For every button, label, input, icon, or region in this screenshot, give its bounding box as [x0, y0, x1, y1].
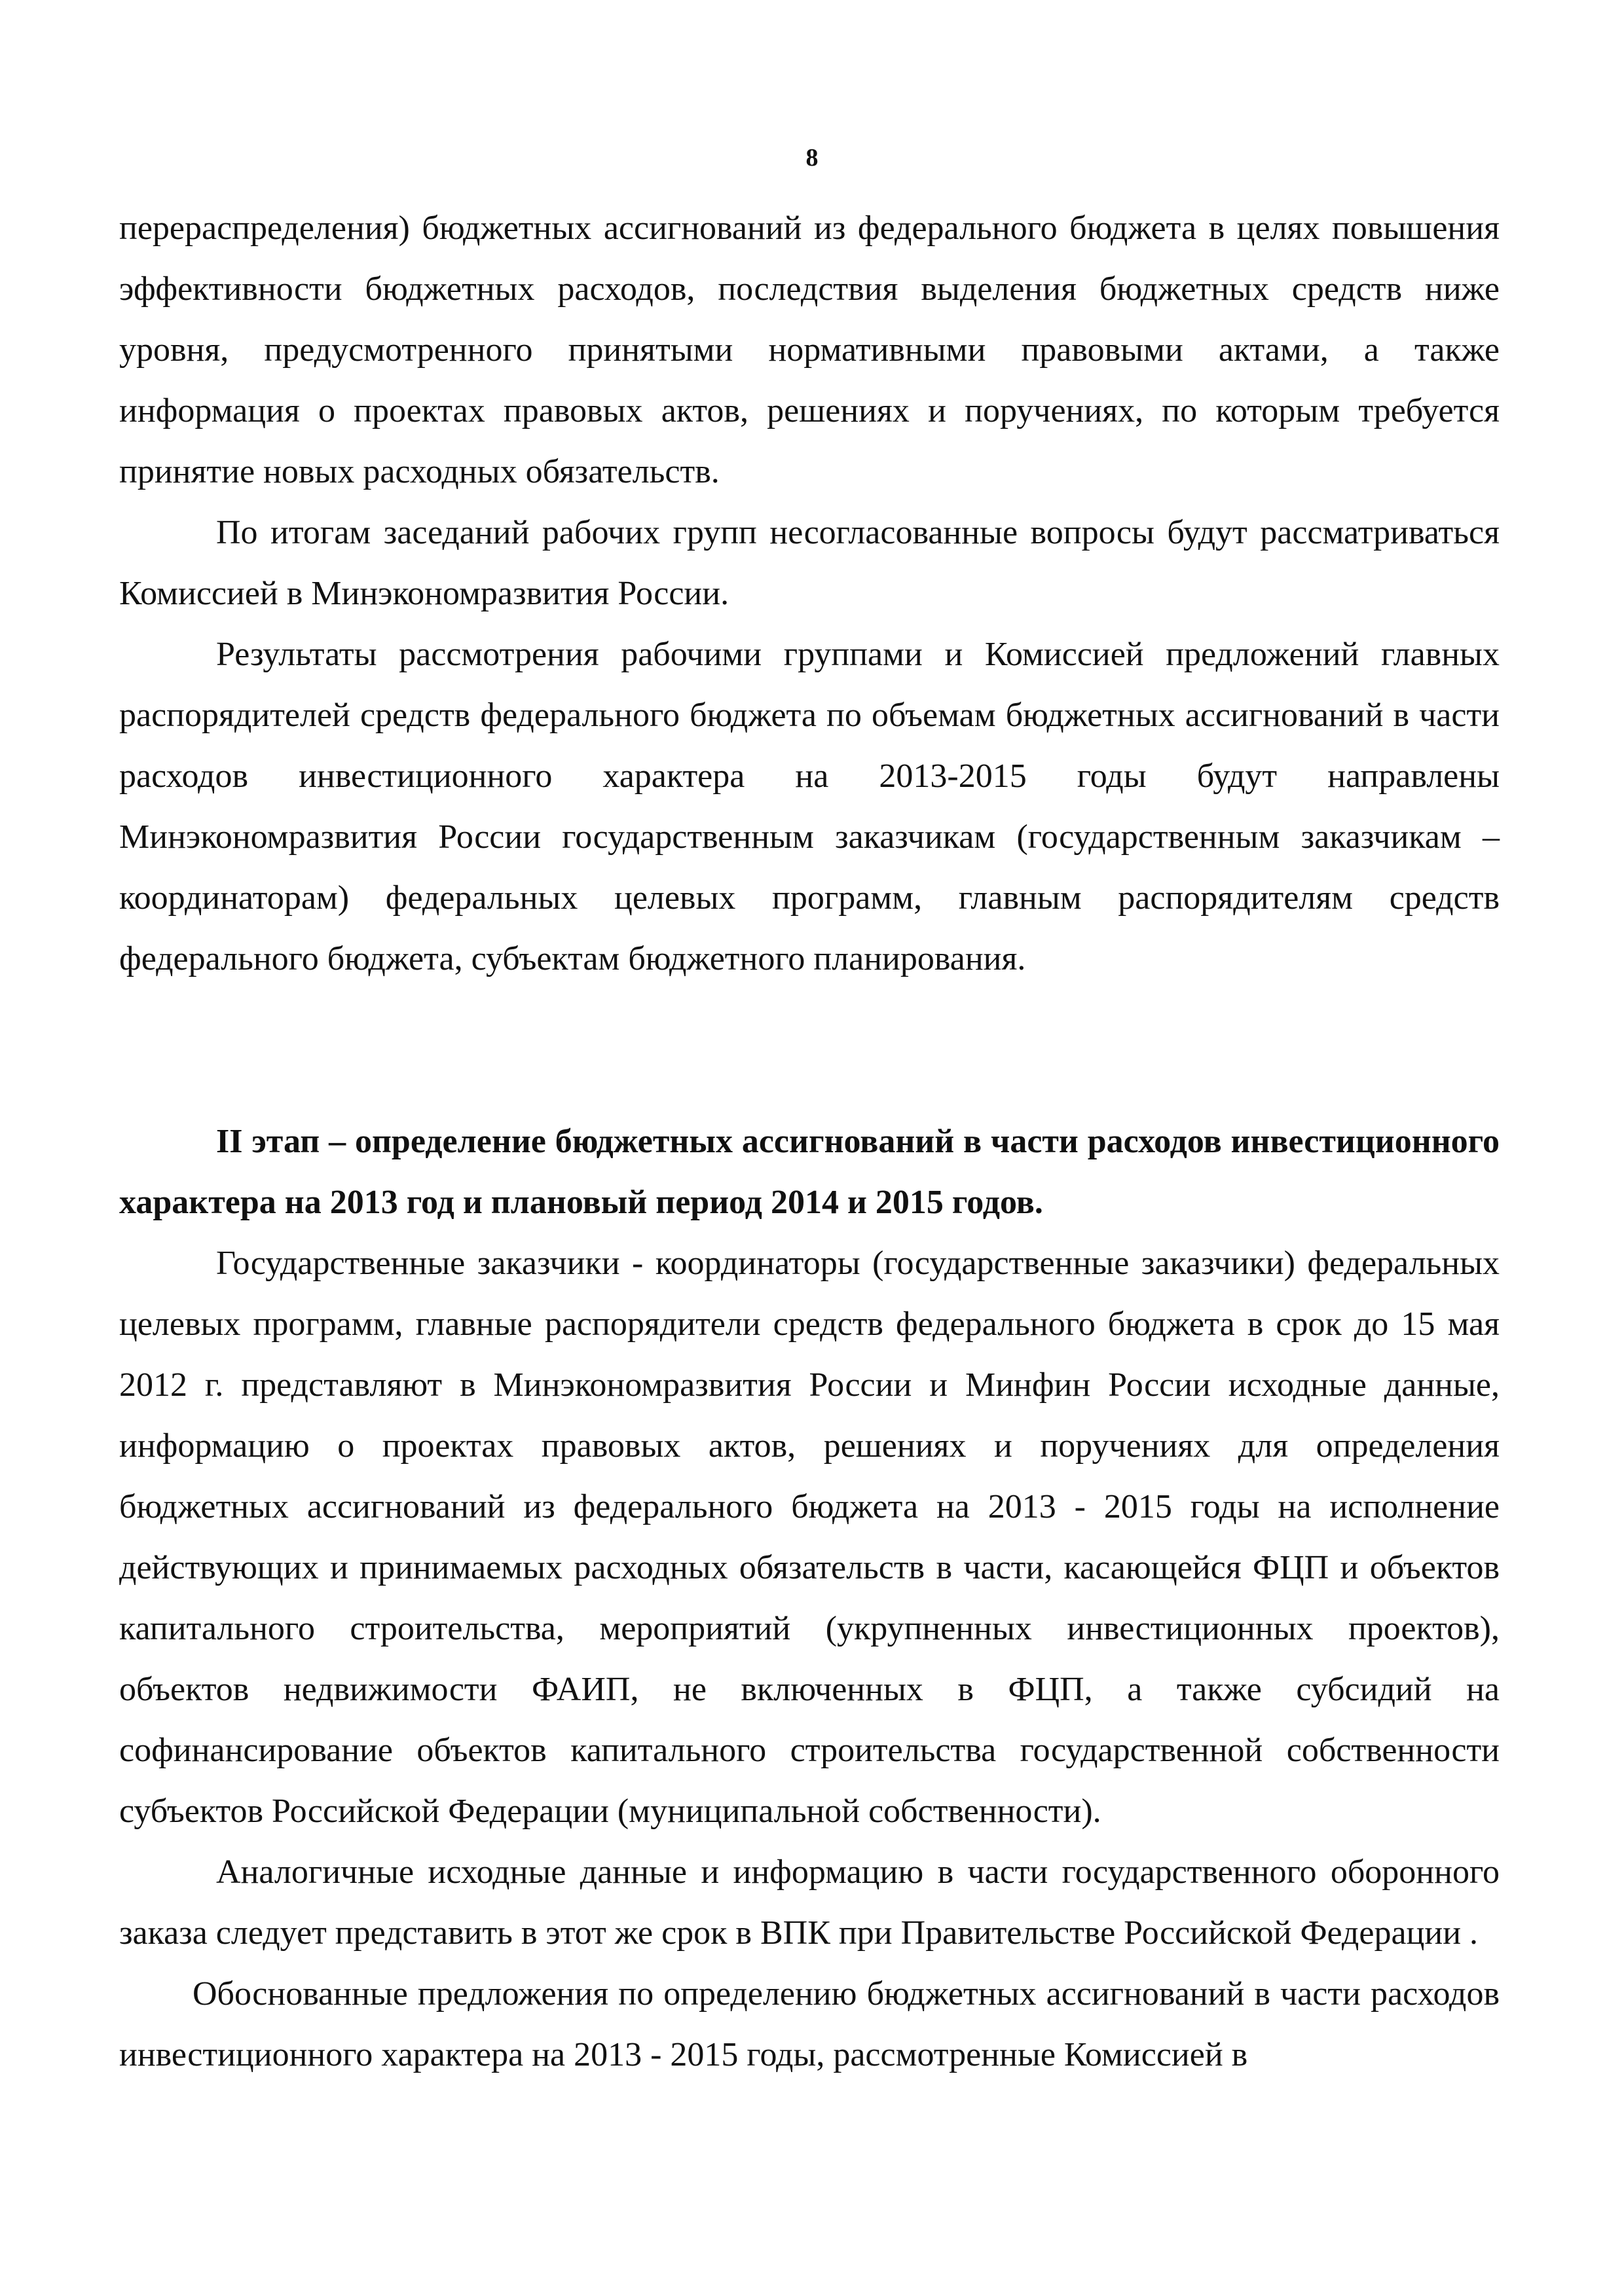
document-body	[119, 198, 1500, 2085]
paragraph-results: Результаты рассмотрения рабочими группами и Комиссией предложений главных распорядителей средств федерального бюджета по объемам бюджетных ассигнований в части расходов инвестиционного характера на 2013-2015 годы будут направлены Минэкономразвития России государственным заказчикам (государственным заказчикам – координаторам) федеральных целевых программ, главным распорядителям средств федерального бюджета, субъектам бюджетного планирования.	[119, 636, 1500, 977]
section-spacer	[119, 989, 1500, 1111]
section-heading-stage-2: II этап – определение бюджетных ассигнований в части расходов инвестиционного характера на 2013 год и плановый период 2014 и 2015 годов.	[119, 1123, 1500, 1221]
paragraph-defense-order: Аналогичные исходные данные и информацию в части государственного оборонного заказа следует представить в этот же срок в ВПК при Правительстве Российской Федерации .	[119, 1853, 1500, 1952]
paragraph-justified-proposals: Обоснованные предложения по определению бюджетных ассигнований в части расходов инвестиционного характера на 2013 - 2015 годы, рассмотренные Комиссией в	[119, 1975, 1500, 2073]
paragraph-working-groups: По итогам заседаний рабочих групп несогласованные вопросы будут рассматриваться Комиссией в Минэкономразвития России.	[119, 514, 1500, 612]
paragraph-state-customers: Государственные заказчики - координаторы (государственные заказчики) федеральных целевых программ, главные распорядители средств федерального бюджета в срок до 15 мая 2012 г. представляют в Минэкономразвития России и Минфин России исходные данные, информацию о проектах правовых актов, решениях и поручениях для определения бюджетных ассигнований из федерального бюджета на 2013 - 2015 годы на исполнение действующих и принимаемых расходных обязательств в части, касающейся ФЦП и объектов капитального строительства, мероприятий (укрупненных инвестиционных проектов), объектов недвижимости ФАИП, не включенных в ФЦП, а также субсидий на софинансирование объектов капитального строительства государственной собственности субъектов Российской Федерации (муниципальной собственности).	[119, 1245, 1500, 1830]
paragraph-continuation: перераспределения) бюджетных ассигнований из федерального бюджета в целях повышения эффективности бюджетных расходов, последствия выделения бюджетных средств ниже уровня, предусмотренного принятыми нормативными правовыми актами, а также информация о проектах правовых актов, решениях и поручениях, по которым требуется принятие новых расходных обязательств.	[119, 210, 1500, 490]
page-number: 8	[805, 144, 819, 172]
